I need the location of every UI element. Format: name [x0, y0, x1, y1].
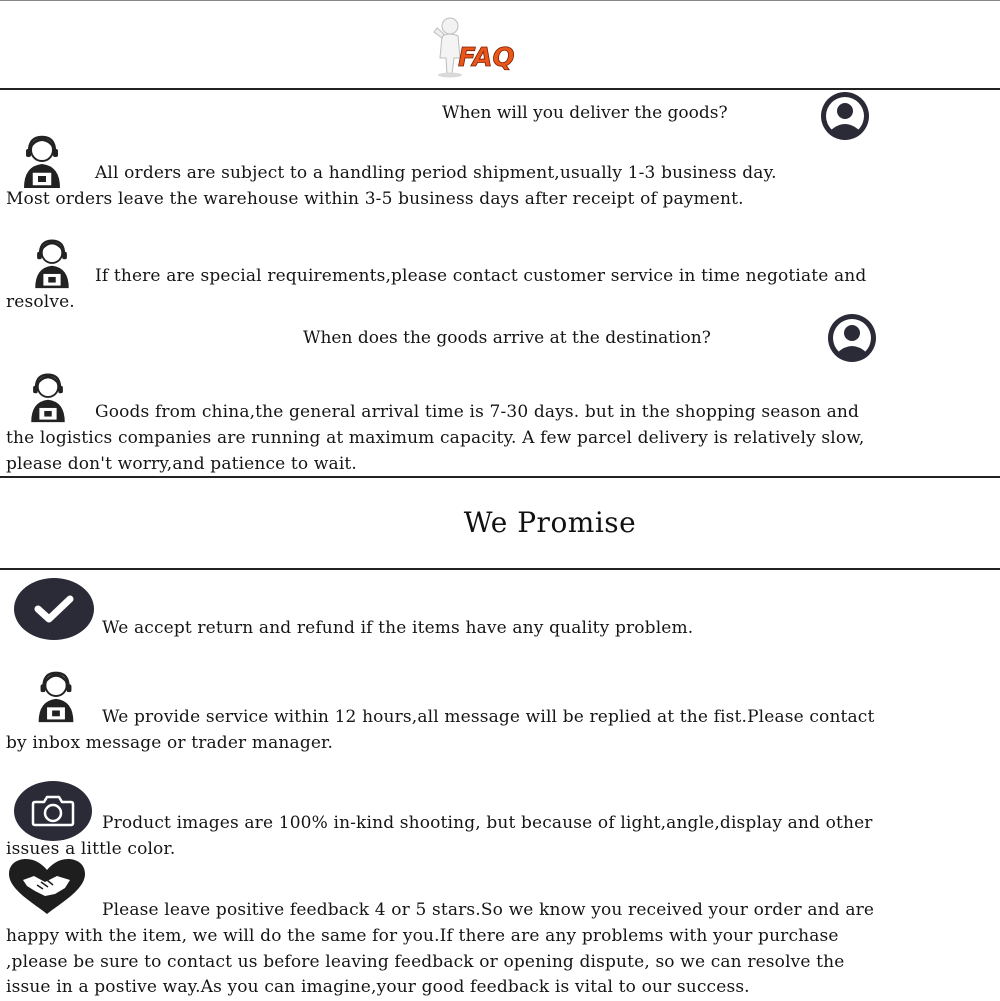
customer-service-agent-icon: [28, 236, 76, 290]
faq-answer-3-line-3: please don't worry,and patience to wait.: [6, 454, 357, 474]
faq-answer-3-line-2: the logistics companies are running at maximum capacity. A few parcel delivery is relatively slow,: [6, 428, 865, 448]
promise-item-4-line-2: happy with the item, we will do the same for you.If there are any problems with your purchase: [6, 926, 839, 946]
promise-item-4-line-4: issue in a postive way.As you can imagine,your good feedback is vital to our success.: [6, 977, 750, 997]
promise-top-divider: [0, 476, 1000, 478]
customer-avatar-icon: [815, 91, 875, 141]
promise-item-2-line-1: We provide service within 12 hours,all message will be replied at the fist.Please contact: [102, 707, 875, 727]
camera-icon: [13, 780, 93, 842]
promise-item-4-line-3: ,please be sure to contact us before leaving feedback or opening dispute, so we can resolve the: [6, 952, 845, 972]
checkmark-icon: [13, 577, 95, 641]
customer-avatar-icon: [822, 313, 882, 363]
faq-header: [0, 0, 1000, 88]
faq-question-1: When will you deliver the goods?: [442, 103, 728, 123]
faq-answer-3-line-1: Goods from china,the general arrival time is 7-30 days. but in the shopping season and: [95, 402, 860, 422]
promise-item-2-line-2: by inbox message or trader manager.: [6, 733, 334, 753]
customer-service-icon: [31, 668, 81, 724]
promise-item-1-line-1: We accept return and refund if the items have any quality problem.: [102, 618, 694, 638]
promise-item-3-line-1: Product images are 100% in-kind shooting, but because of light,angle,display and other: [102, 813, 873, 833]
promise-bottom-divider: [0, 568, 1000, 570]
faq-answer-2-line-1: If there are special requirements,please contact customer service in time negotiate and: [95, 266, 867, 286]
faq-answer-1-line-1: All orders are subject to a handling period shipment,usually 1-3 business day.: [95, 163, 777, 183]
promise-item-4-line-1: Please leave positive feedback 4 or 5 stars.So we know you received your order and are: [102, 900, 875, 920]
faq-logo-text: FAQ: [458, 43, 515, 73]
faq-question-2: When does the goods arrive at the destination?: [303, 328, 711, 348]
promise-item-3-line-2: issues a little color.: [6, 839, 176, 859]
promise-title: We Promise: [463, 506, 637, 539]
faq-answer-2-line-2: resolve.: [6, 292, 75, 312]
handshake-heart-icon: [7, 858, 87, 916]
faq-answer-1-line-2: Most orders leave the warehouse within 3-5 business days after receipt of payment.: [6, 189, 744, 209]
faq-header-divider: [0, 88, 1000, 90]
customer-service-agent-icon: [18, 132, 66, 190]
faq-logo: [428, 14, 540, 78]
customer-service-agent-icon: [24, 370, 72, 424]
